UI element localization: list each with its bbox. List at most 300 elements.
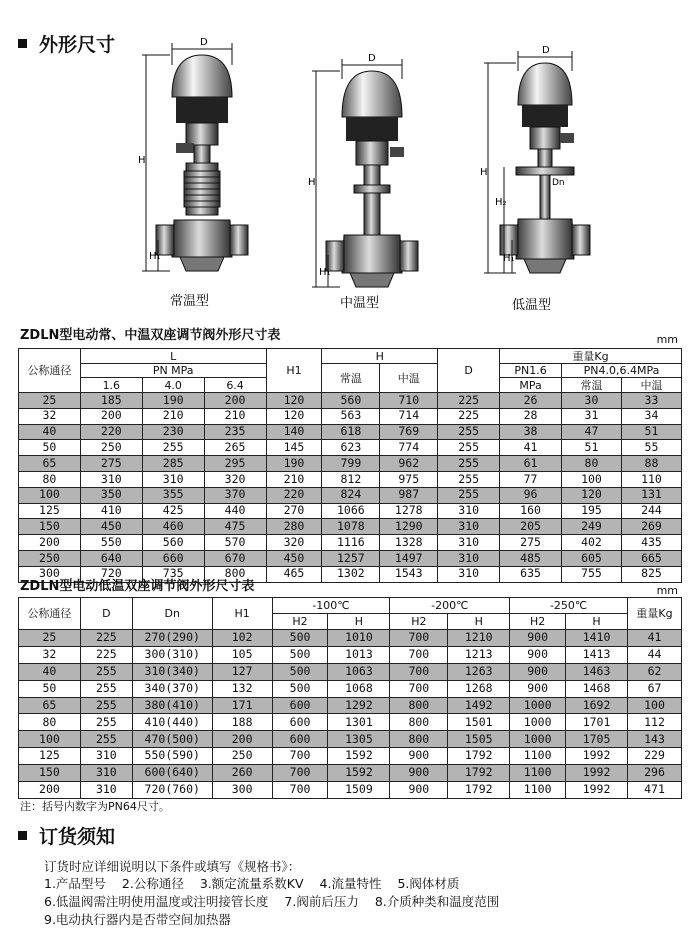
caption-low-temp: 低温型 <box>512 298 552 313</box>
ordering-item: 3.额定流量系数KV <box>199 876 304 891</box>
table-cell: 265 <box>204 440 266 456</box>
table-cell: 77 <box>500 471 562 487</box>
table-cell: 120 <box>266 393 322 409</box>
table-cell: 229 <box>628 748 682 765</box>
table-cell: 440 <box>204 503 266 519</box>
table-cell: 1100 <box>510 748 566 765</box>
table-cell: 125 <box>19 748 81 765</box>
table-cell: 900 <box>510 646 566 663</box>
ordering-item: 7.阀前后压力 <box>284 894 359 909</box>
table-row <box>19 697 682 714</box>
table-cell: 200 <box>19 782 81 799</box>
valve-low-temp <box>480 45 590 273</box>
table-cell: 255 <box>80 663 132 680</box>
table-cell: 1013 <box>328 646 390 663</box>
table-cell: 475 <box>204 519 266 535</box>
table-cell: 660 <box>142 550 204 566</box>
dim-label-h2: H₂ <box>495 197 507 208</box>
table-cell: 55 <box>621 440 681 456</box>
table-cell: 200 <box>212 731 272 748</box>
dim-label-dn: Dn <box>552 178 565 188</box>
valve-drawings <box>120 35 610 315</box>
table-cell: 800 <box>390 731 448 748</box>
table-cell: 700 <box>272 748 328 765</box>
col-header-h1: H1 <box>212 598 272 630</box>
table-cell: 33 <box>621 393 681 409</box>
table-cell: 320 <box>204 471 266 487</box>
table-cell: 310 <box>438 550 500 566</box>
section-title-dimensions <box>18 30 115 57</box>
table-cell: 145 <box>266 440 322 456</box>
col-header-d: D <box>80 598 132 630</box>
table-cell: 900 <box>390 748 448 765</box>
table-cell: 618 <box>322 424 380 440</box>
table-cell: 28 <box>500 408 562 424</box>
table-cell: 460 <box>142 519 204 535</box>
table-cell: 1692 <box>566 697 628 714</box>
table-cell: 255 <box>438 471 500 487</box>
table-cell: 255 <box>80 680 132 697</box>
table-cell: 471 <box>628 782 682 799</box>
table-cell: 470(500) <box>132 731 212 748</box>
table-cell: 600 <box>272 697 328 714</box>
table-cell: 465 <box>266 566 322 582</box>
table-cell: 1078 <box>322 519 380 535</box>
table-cell: 67 <box>628 680 682 697</box>
table-cell: 410(440) <box>132 714 212 731</box>
table-cell: 700 <box>390 630 448 647</box>
table-cell: 100 <box>19 731 81 748</box>
table-cell: 550(590) <box>132 748 212 765</box>
table-cell: 600 <box>272 731 328 748</box>
table-cell: 65 <box>19 697 81 714</box>
table-row <box>19 550 682 566</box>
table-cell: 605 <box>562 550 622 566</box>
table-cell: 1413 <box>566 646 628 663</box>
table-cell: 635 <box>500 566 562 582</box>
table-cell: 300(310) <box>132 646 212 663</box>
table-cell: 249 <box>562 519 622 535</box>
dim-label-h: H <box>308 177 316 188</box>
table-cell: 550 <box>80 535 142 551</box>
table-cell: 200 <box>204 393 266 409</box>
table-cell: 450 <box>80 519 142 535</box>
table-cell: 102 <box>212 630 272 647</box>
col-header-dn: Dn <box>132 598 212 630</box>
table-cell: 774 <box>380 440 438 456</box>
table-cell: 230 <box>142 424 204 440</box>
table-cell: 310 <box>80 765 132 782</box>
table-cell: 700 <box>390 663 448 680</box>
table-cell: 769 <box>380 424 438 440</box>
table-cell: 188 <box>212 714 272 731</box>
table-cell: 275 <box>80 456 142 472</box>
table-row <box>19 748 682 765</box>
table-cell: 1992 <box>566 765 628 782</box>
col-header-h2: H2 <box>272 614 328 630</box>
col-header-normal: 常温 <box>322 364 380 393</box>
table-cell: 127 <box>212 663 272 680</box>
table-cell: 80 <box>19 714 81 731</box>
table-cell: 200 <box>19 535 81 551</box>
table-cell: 700 <box>390 646 448 663</box>
table-cell: 1410 <box>566 630 628 647</box>
table-cell: 402 <box>562 535 622 551</box>
square-bullet-icon <box>18 39 27 48</box>
ordering-item: 8.介质种类和温度范围 <box>374 894 500 909</box>
table-cell: 244 <box>621 503 681 519</box>
table-cell: 80 <box>19 471 81 487</box>
table-cell: 1328 <box>380 535 438 551</box>
table-cell: 200 <box>80 408 142 424</box>
dim-label-h: H <box>480 167 488 178</box>
table-cell: 150 <box>19 519 81 535</box>
table-cell: 50 <box>19 440 81 456</box>
table-cell: 140 <box>266 424 322 440</box>
table-cell: 350 <box>80 487 142 503</box>
col-header-w-medium: 中温 <box>621 378 681 393</box>
table-cell: 700 <box>390 680 448 697</box>
table-row <box>19 408 682 424</box>
valve-medium-temp <box>308 53 418 287</box>
table-cell: 225 <box>80 630 132 647</box>
table-cell: 171 <box>212 697 272 714</box>
table-cell: 1792 <box>448 748 510 765</box>
table-cell: 812 <box>322 471 380 487</box>
table-cell: 225 <box>438 408 500 424</box>
table-cell: 800 <box>390 697 448 714</box>
table-cell: 285 <box>142 456 204 472</box>
table-cell: 310 <box>438 535 500 551</box>
ordering-item: 1.产品型号 <box>44 876 106 891</box>
table-row <box>19 765 682 782</box>
col-header-pn-2: 4.0 <box>142 378 204 393</box>
table-cell: 900 <box>510 663 566 680</box>
table-cell: 1992 <box>566 748 628 765</box>
table-cell: 1701 <box>566 714 628 731</box>
table-cell: 1468 <box>566 680 628 697</box>
table-row <box>19 471 682 487</box>
table-cell: 1543 <box>380 566 438 582</box>
table-cell: 563 <box>322 408 380 424</box>
table-row <box>19 393 682 409</box>
table-row <box>19 487 682 503</box>
table-cell: 110 <box>621 471 681 487</box>
table-cell: 380(410) <box>132 697 212 714</box>
table-cell: 670 <box>204 550 266 566</box>
table-cell: 720 <box>80 566 142 582</box>
table-cell: 755 <box>562 566 622 582</box>
table-cell: 1100 <box>510 765 566 782</box>
table-cell: 1305 <box>328 731 390 748</box>
table-row <box>19 714 682 731</box>
table-cell: 560 <box>142 535 204 551</box>
table-cell: 1592 <box>328 765 390 782</box>
col-header-pn4064: PN4.0,6.4MPa <box>562 364 682 378</box>
table-cell: 250 <box>212 748 272 765</box>
table-cell: 1501 <box>448 714 510 731</box>
table-cell: 900 <box>510 630 566 647</box>
table-cell: 340(370) <box>132 680 212 697</box>
table-cell: 61 <box>500 456 562 472</box>
table-cell: 710 <box>380 393 438 409</box>
table-cell: 80 <box>562 456 622 472</box>
col-header-nominal: 公称通径 <box>19 598 81 630</box>
col-header-weight: 重量Kg <box>628 598 682 630</box>
table-cell: 235 <box>204 424 266 440</box>
table-cell: 1705 <box>566 731 628 748</box>
table-row <box>19 663 682 680</box>
col-header-h: H <box>328 614 390 630</box>
col-header-nominal: 公称通径 <box>19 349 81 393</box>
table-cell: 1592 <box>328 748 390 765</box>
col-header-l: L <box>80 349 266 364</box>
table-cell: 799 <box>322 456 380 472</box>
table-cell: 310(340) <box>132 663 212 680</box>
table-cell: 720(760) <box>132 782 212 799</box>
table-row <box>19 782 682 799</box>
dim-label-d: D <box>368 53 376 64</box>
table-cell: 120 <box>266 408 322 424</box>
table-cell: 255 <box>80 731 132 748</box>
table-cell: 143 <box>628 731 682 748</box>
table-cell: 260 <box>212 765 272 782</box>
table-cell: 987 <box>380 487 438 503</box>
table-cell: 50 <box>19 680 81 697</box>
table-cell: 32 <box>19 646 81 663</box>
table-cell: 600(640) <box>132 765 212 782</box>
table-row <box>19 630 682 647</box>
table-cell: 26 <box>500 393 562 409</box>
table-cell: 250 <box>80 440 142 456</box>
table-cell: 225 <box>438 393 500 409</box>
table-cell: 65 <box>19 456 81 472</box>
table-cell: 30 <box>562 393 622 409</box>
col-header-d: D <box>438 349 500 393</box>
table-cell: 1000 <box>510 714 566 731</box>
table-cell: 623 <box>322 440 380 456</box>
table-cell: 125 <box>19 503 81 519</box>
table-row <box>19 680 682 697</box>
table-cell: 700 <box>272 782 328 799</box>
table-cell: 1792 <box>448 765 510 782</box>
table-cell: 310 <box>438 566 500 582</box>
table-cell: 255 <box>438 440 500 456</box>
table-cell: 255 <box>438 487 500 503</box>
table-cell: 120 <box>562 487 622 503</box>
table-cell: 41 <box>628 630 682 647</box>
table-cell: 40 <box>19 424 81 440</box>
table-cell: 962 <box>380 456 438 472</box>
ordering-line-3 <box>44 910 243 928</box>
ordering-item: 6.低温阀需注明使用温度或注明接管长度 <box>44 894 269 909</box>
table-cell: 1210 <box>448 630 510 647</box>
table-cell: 425 <box>142 503 204 519</box>
table-cell: 160 <box>500 503 562 519</box>
table-cell: 410 <box>80 503 142 519</box>
dim-label-h1: H₁ <box>319 267 331 278</box>
table-cell: 296 <box>628 765 682 782</box>
table-cell: 320 <box>266 535 322 551</box>
table-cell: 41 <box>500 440 562 456</box>
table2-title: ZDLN型电动低温双座调节阀外形尺寸表 <box>20 579 255 594</box>
table-cell: 270 <box>266 503 322 519</box>
table-cell: 825 <box>621 566 681 582</box>
dim-label-h1: H₁ <box>503 253 515 264</box>
table-cell: 31 <box>562 408 622 424</box>
table-cell: 112 <box>628 714 682 731</box>
table-cell: 205 <box>500 519 562 535</box>
table-cell: 355 <box>142 487 204 503</box>
table-cell: 700 <box>272 765 328 782</box>
ordering-intro: 订货时应详细说明以下条件或填写《规格书》： <box>44 859 301 874</box>
dim-label-h: H <box>138 155 146 166</box>
col-header-pn16: PN1.6 <box>500 364 562 378</box>
table-cell: 1066 <box>322 503 380 519</box>
table-normal-medium-temp <box>18 348 682 583</box>
col-header-weight: 重量Kg <box>500 349 682 364</box>
table-cell: 185 <box>80 393 142 409</box>
table-cell: 500 <box>272 663 328 680</box>
table-cell: 1463 <box>566 663 628 680</box>
table-cell: 210 <box>204 408 266 424</box>
table-cell: 600 <box>272 714 328 731</box>
col-header-minus100: -100℃ <box>272 598 390 614</box>
table-cell: 1213 <box>448 646 510 663</box>
table-cell: 40 <box>19 663 81 680</box>
table-cell: 310 <box>80 782 132 799</box>
table-cell: 25 <box>19 393 81 409</box>
table-cell: 975 <box>380 471 438 487</box>
table-cell: 210 <box>266 471 322 487</box>
table-cell: 800 <box>390 714 448 731</box>
table-cell: 100 <box>19 487 81 503</box>
section-title-text: 订货须知 <box>39 826 116 848</box>
table-cell: 1278 <box>380 503 438 519</box>
table-row <box>19 646 682 663</box>
table-cell: 295 <box>204 456 266 472</box>
table-cell: 1010 <box>328 630 390 647</box>
ordering-item: 4.流量特性 <box>319 876 382 891</box>
col-header-minus250: -250℃ <box>510 598 628 614</box>
table-cell: 900 <box>390 765 448 782</box>
table-cell: 300 <box>212 782 272 799</box>
table-cell: 310 <box>438 503 500 519</box>
table-cell: 210 <box>142 408 204 424</box>
table-row <box>19 519 682 535</box>
table-cell: 195 <box>562 503 622 519</box>
table-cell: 560 <box>322 393 380 409</box>
table-cell: 300 <box>19 566 81 582</box>
table-cell: 500 <box>272 630 328 647</box>
table2-unit: mm <box>656 584 678 597</box>
dim-label-d: D <box>200 37 208 48</box>
table-cell: 485 <box>500 550 562 566</box>
col-header-pn-3: 6.4 <box>204 378 266 393</box>
table-cell: 96 <box>500 487 562 503</box>
table-cell: 1292 <box>328 697 390 714</box>
table-cell: 435 <box>621 535 681 551</box>
ordering-item: 9.电动执行器内是否带空间加热器 <box>44 912 231 927</box>
table1-title: ZDLN型电动常、中温双座调节阀外形尺寸表 <box>20 328 281 343</box>
dim-label-d: D <box>542 45 550 56</box>
col-header-pn: PN MPa <box>80 364 266 378</box>
col-header-h1: H1 <box>266 349 322 393</box>
ordering-item: 5.阀体材质 <box>397 876 460 891</box>
caption-normal-temp: 常温型 <box>170 294 210 309</box>
table-row <box>19 535 682 551</box>
table-cell: 1063 <box>328 663 390 680</box>
table-cell: 275 <box>500 535 562 551</box>
table-cell: 32 <box>19 408 81 424</box>
table-cell: 310 <box>80 748 132 765</box>
table-cell: 1497 <box>380 550 438 566</box>
table-cell: 132 <box>212 680 272 697</box>
table-row <box>19 503 682 519</box>
dim-label-h1: H₁ <box>149 251 161 262</box>
table-cell: 900 <box>510 680 566 697</box>
table-cell: 500 <box>272 680 328 697</box>
table-cell: 1290 <box>380 519 438 535</box>
table-cell: 450 <box>266 550 322 566</box>
ordering-item: 2.公称通径 <box>121 876 184 891</box>
table-cell: 665 <box>621 550 681 566</box>
col-header-minus200: -200℃ <box>390 598 510 614</box>
table-cell: 735 <box>142 566 204 582</box>
table-cell: 190 <box>266 456 322 472</box>
table-cell: 25 <box>19 630 81 647</box>
col-header-w-normal: 常温 <box>562 378 622 393</box>
table-cell: 225 <box>80 646 132 663</box>
table-cell: 220 <box>80 424 142 440</box>
table-cell: 640 <box>80 550 142 566</box>
col-header-h: H <box>322 349 438 364</box>
table-cell: 269 <box>621 519 681 535</box>
table-row <box>19 440 682 456</box>
table-cell: 150 <box>19 765 81 782</box>
table-cell: 190 <box>142 393 204 409</box>
table-cell: 1000 <box>510 731 566 748</box>
table-cell: 1068 <box>328 680 390 697</box>
section-title-ordering <box>18 822 115 849</box>
table-cell: 255 <box>80 697 132 714</box>
table-cell: 1263 <box>448 663 510 680</box>
table-cell: 500 <box>272 646 328 663</box>
col-header-h: H <box>448 614 510 630</box>
table-cell: 51 <box>621 424 681 440</box>
table-cell: 62 <box>628 663 682 680</box>
table-cell: 255 <box>142 440 204 456</box>
table-cell: 255 <box>80 714 132 731</box>
table-cell: 100 <box>562 471 622 487</box>
table-cell: 1000 <box>510 697 566 714</box>
table-cell: 310 <box>80 471 142 487</box>
table-cell: 570 <box>204 535 266 551</box>
col-header-pn-1: 1.6 <box>80 378 142 393</box>
table-cell: 44 <box>628 646 682 663</box>
table-cell: 900 <box>390 782 448 799</box>
table-cell: 1116 <box>322 535 380 551</box>
table-cell: 1792 <box>448 782 510 799</box>
table-cell: 310 <box>142 471 204 487</box>
table-cell: 370 <box>204 487 266 503</box>
footnote: 注：括号内数字为PN64尺寸。 <box>20 800 170 813</box>
table-cell: 1992 <box>566 782 628 799</box>
table-cell: 280 <box>266 519 322 535</box>
table-low-temp <box>18 597 682 799</box>
table-row <box>19 731 682 748</box>
section-title-text: 外形尺寸 <box>39 34 116 56</box>
